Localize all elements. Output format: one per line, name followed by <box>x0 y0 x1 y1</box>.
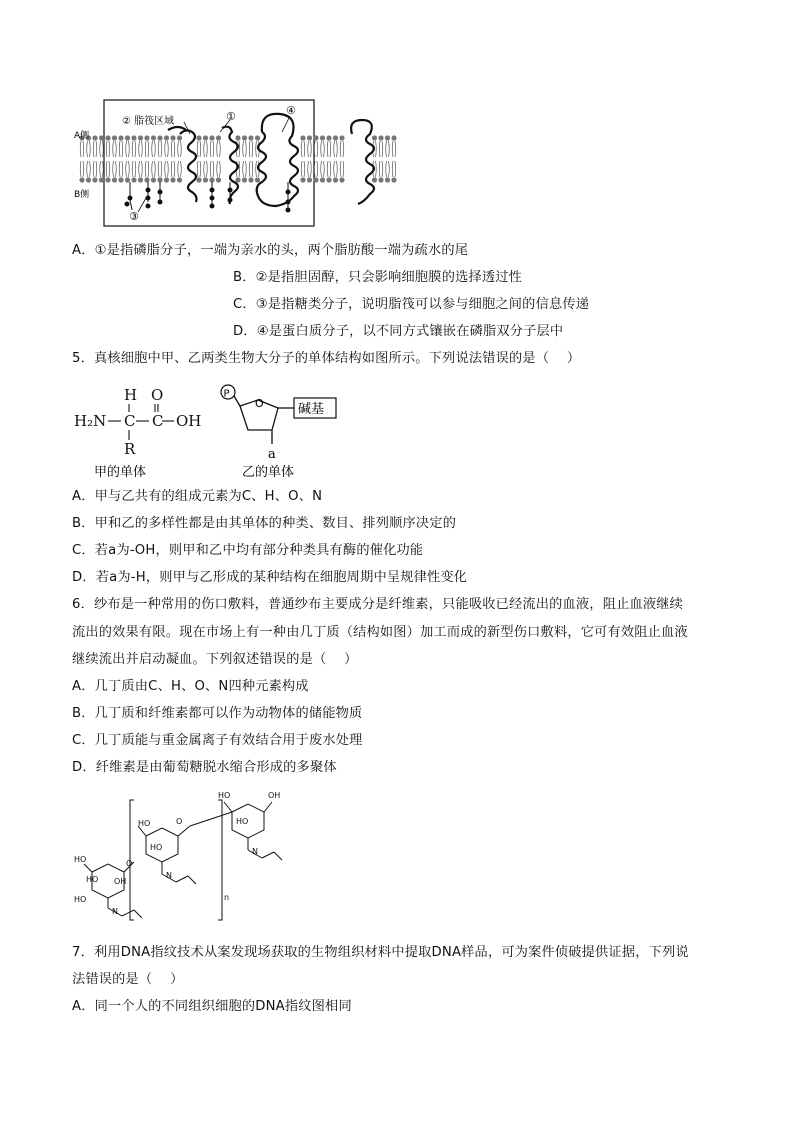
lipid-tail-lower <box>178 161 182 177</box>
transmembrane-protein-outer <box>351 120 374 204</box>
n-mid: N <box>166 871 172 880</box>
lipid-tail-upper <box>327 141 331 157</box>
lipid-head-upper <box>112 135 117 140</box>
lipid-head-lower <box>320 177 325 182</box>
lipid-tail-lower <box>113 161 117 177</box>
lipid-tail-upper <box>314 141 318 157</box>
lipid-tail-lower <box>321 161 325 177</box>
lipid-head-lower <box>203 177 208 182</box>
lipid-tail-lower <box>386 161 390 177</box>
lipid-head-lower <box>118 177 123 182</box>
lipid-tail-upper <box>113 141 117 157</box>
lipid-head-lower <box>164 177 169 182</box>
lipid-tail-upper <box>87 141 91 157</box>
q6-option-c: C．几丁质能与重金属离子有效结合用于废水处理 <box>72 733 363 748</box>
lipid-tail-upper <box>80 141 84 157</box>
lipid-head-upper <box>209 135 214 140</box>
chitin-structure-figure <box>72 786 312 926</box>
lipid-head-upper <box>92 135 97 140</box>
lipid-head-upper <box>333 135 338 140</box>
lipid-head-lower <box>105 177 110 182</box>
lipid-tail-lower <box>308 161 312 177</box>
q5-option-d: D．若a为-H，则甲与乙形成的某种结构在细胞周期中呈规律性变化 <box>72 570 468 585</box>
ho-mid: HO <box>138 819 151 828</box>
side-a-label: A侧 <box>74 131 90 141</box>
lipid-tail-lower <box>392 161 396 177</box>
lipid-tail-lower <box>243 161 247 177</box>
lipid-head-upper <box>326 135 331 140</box>
lipid-head-upper <box>196 135 201 140</box>
lipid-tail-lower <box>301 161 305 177</box>
lipid-head-lower <box>339 177 344 182</box>
lipid-head-upper <box>177 135 182 140</box>
lipid-tail-upper <box>158 141 162 157</box>
lipid-tail-lower <box>158 161 162 177</box>
lipid-tail-lower <box>249 161 253 177</box>
lipid-head-lower <box>307 177 312 182</box>
lipid-head-upper <box>378 135 383 140</box>
lipid-tail-lower <box>197 161 201 177</box>
lipid-head-upper <box>164 135 169 140</box>
aa-oh: OH <box>176 412 202 430</box>
q4-option-b: B．②是指胆固醇，只会影响细胞膜的选择透过性 <box>233 270 523 285</box>
q4-option-c: C．③是指糖类分子，说明脂筏可以参与细胞之间的信息传递 <box>233 297 590 312</box>
lipid-tail-lower <box>119 161 123 177</box>
lipid-head-upper <box>372 135 377 140</box>
lipid-tail-lower <box>210 161 214 177</box>
aa-r: R <box>124 440 136 458</box>
lipid-head-lower <box>378 177 383 182</box>
ho-left-3: HO <box>74 895 87 904</box>
base-label: 碱基 <box>298 402 325 417</box>
q6-stem-line1: 6．纱布是一种常用的伤口敷料，普通纱布主要成分是纤维素，只能吸收已经流出的血液，阻止血液继续 <box>72 597 684 612</box>
aa-o: O <box>151 386 164 404</box>
phosphate-p: P <box>223 388 230 400</box>
lipid-tail-lower <box>340 161 344 177</box>
glycan-chains <box>125 182 290 212</box>
transmembrane-protein-4 <box>257 114 298 206</box>
group-a-label: a <box>268 447 276 462</box>
membrane-figure <box>72 98 402 228</box>
n-right: N <box>252 847 258 856</box>
lipid-head-lower <box>92 177 97 182</box>
q6-stem-line2: 流出的效果有限。现在市场上有一种由几丁质（结构如图）加工而成的新型伤口敷料，它可有效阻止血液 <box>72 625 688 640</box>
lipid-tail-lower <box>171 161 175 177</box>
label-3: ③ <box>129 210 139 223</box>
lipid-tail-lower <box>87 161 91 177</box>
lipid-head-lower <box>157 177 162 182</box>
lipid-head-upper <box>248 135 253 140</box>
lipid-head-lower <box>112 177 117 182</box>
lipid-tail-upper <box>321 141 325 157</box>
n-left: N <box>112 907 118 916</box>
transmembrane-protein-1 <box>180 130 197 202</box>
aa-c-alpha: C <box>124 412 136 430</box>
q6-option-d: D．纤维素是由葡萄糖脱水缩合形成的多聚体 <box>72 760 337 775</box>
lipid-head-lower <box>216 177 221 182</box>
lipid-head-lower <box>385 177 390 182</box>
lipid-head-upper <box>320 135 325 140</box>
lipid-head-lower <box>242 177 247 182</box>
q6-option-b: B．几丁质和纤维素都可以作为动物体的储能物质 <box>72 706 363 721</box>
lipid-tail-lower <box>217 161 221 177</box>
lipid-head-upper <box>125 135 130 140</box>
lipid-head-lower <box>196 177 201 182</box>
lipid-head-lower <box>209 177 214 182</box>
ho-mid-2: HO <box>150 843 163 852</box>
lipid-head-upper <box>255 135 260 140</box>
lipid-tail-lower <box>132 161 136 177</box>
ho-left-2: HO <box>86 875 99 884</box>
aa-c-carboxyl: C <box>152 412 164 430</box>
lipid-head-upper <box>307 135 312 140</box>
lipid-head-upper <box>216 135 221 140</box>
lipid-tail-upper <box>197 141 201 157</box>
lipid-tail-upper <box>93 141 97 157</box>
lipid-head-upper <box>131 135 136 140</box>
lipid-tail-upper <box>178 141 182 157</box>
lipid-head-lower <box>151 177 156 182</box>
q4-option-a: A．①是指磷脂分子，一端为亲水的头，两个脂肪酸一端为疏水的尾 <box>72 243 469 258</box>
phospholipid-bilayer <box>79 135 396 182</box>
lipid-tail-upper <box>243 141 247 157</box>
lipid-tail-lower <box>327 161 331 177</box>
lipid-head-upper <box>170 135 175 140</box>
lipid-tail-upper <box>386 141 390 157</box>
repeat-bracket-right <box>218 800 222 920</box>
q7-stem-line2: 法错误的是（ ） <box>72 972 184 987</box>
monomer-figure <box>72 378 352 484</box>
lipid-head-upper <box>151 135 156 140</box>
lipid-tail-upper <box>392 141 396 157</box>
label-4: ④ <box>286 104 296 117</box>
ring-oxygen: O <box>255 397 264 410</box>
lipid-tail-lower <box>139 161 143 177</box>
lipid-head-upper <box>138 135 143 140</box>
oh-right: OH <box>268 791 281 800</box>
oh-left: OH <box>114 877 127 886</box>
q5-stem: 5．真核细胞中甲、乙两类生物大分子的单体结构如图所示。下列说法错误的是（ ） <box>72 351 581 366</box>
label-1: ① <box>226 110 236 123</box>
lipid-head-lower <box>372 177 377 182</box>
lipid-head-lower <box>326 177 331 182</box>
lipid-head-upper <box>99 135 104 140</box>
raft-region-label: ② 脂筏区域 <box>122 116 175 127</box>
lipid-head-lower <box>235 177 240 182</box>
ho-right-2: HO <box>236 817 249 826</box>
q4-option-d: D．④是蛋白质分子，以不同方式镶嵌在磷脂双分子层中 <box>233 324 564 339</box>
side-b-label: B侧 <box>74 190 90 200</box>
lipid-head-lower <box>300 177 305 182</box>
lipid-tail-upper <box>139 141 143 157</box>
lipid-tail-upper <box>165 141 169 157</box>
q5-option-a: A．甲与乙共有的组成元素为C、H、O、N <box>72 489 323 504</box>
lipid-tail-lower <box>80 161 84 177</box>
aa-h: H <box>124 386 138 404</box>
q6-option-a: A．几丁质由C、H、O、N四种元素构成 <box>72 679 309 694</box>
lipid-head-lower <box>255 177 260 182</box>
lipid-head-upper <box>203 135 208 140</box>
lipid-head-lower <box>170 177 175 182</box>
lipid-head-lower <box>333 177 338 182</box>
lipid-head-lower <box>79 177 84 182</box>
lipid-head-lower <box>177 177 182 182</box>
ho-left: HO <box>74 855 87 864</box>
q5-option-c: C．若a为-OH，则甲和乙中均有部分种类具有酶的催化功能 <box>72 543 424 558</box>
lipid-head-upper <box>144 135 149 140</box>
lipid-tail-lower <box>204 161 208 177</box>
lipid-tail-upper <box>210 141 214 157</box>
lipid-tail-upper <box>308 141 312 157</box>
aa-h2n: H₂N <box>74 412 107 430</box>
lipid-tail-upper <box>249 141 253 157</box>
lipid-head-lower <box>391 177 396 182</box>
lipid-head-upper <box>313 135 318 140</box>
lipid-head-upper <box>105 135 110 140</box>
lipid-head-upper <box>118 135 123 140</box>
lipid-head-upper <box>385 135 390 140</box>
lipid-tail-upper <box>100 141 104 157</box>
lipid-head-lower <box>248 177 253 182</box>
ho-right: HO <box>218 791 231 800</box>
lipid-tail-upper <box>171 141 175 157</box>
lipid-tail-lower <box>379 161 383 177</box>
lipid-tail-lower <box>165 161 169 177</box>
lipid-tail-lower <box>314 161 318 177</box>
q6-stem-line3: 继续流出并启动凝血。下列叙述错误的是（ ） <box>72 652 358 667</box>
yi-caption: 乙的单体 <box>242 465 295 480</box>
q7-stem-line1: 7．利用DNA指纹技术从案发现场获取的生物组织材料中提取DNA样品，可为案件侦破提供证据，下列说 <box>72 945 689 960</box>
lipid-head-upper <box>300 135 305 140</box>
lipid-tail-upper <box>340 141 344 157</box>
lipid-head-lower <box>131 177 136 182</box>
lipid-tail-lower <box>126 161 130 177</box>
lipid-tail-lower <box>93 161 97 177</box>
lipid-head-upper <box>391 135 396 140</box>
lipid-head-lower <box>138 177 143 182</box>
jia-caption: 甲的单体 <box>94 465 147 480</box>
lipid-tail-upper <box>334 141 338 157</box>
o-link-2: O <box>176 817 183 826</box>
lipid-tail-lower <box>334 161 338 177</box>
lipid-tail-lower <box>100 161 104 177</box>
q5-option-b: B．甲和乙的多样性都是由其单体的种类、数目、排列顺序决定的 <box>72 516 457 531</box>
lipid-head-lower <box>313 177 318 182</box>
lipid-tail-upper <box>379 141 383 157</box>
lipid-head-lower <box>86 177 91 182</box>
lipid-tail-upper <box>301 141 305 157</box>
lipid-tail-upper <box>217 141 221 157</box>
lipid-tail-upper <box>106 141 110 157</box>
lipid-tail-upper <box>126 141 130 157</box>
lipid-tail-lower <box>152 161 156 177</box>
repeat-n: n <box>224 893 230 902</box>
lipid-head-lower <box>144 177 149 182</box>
lipid-head-lower <box>99 177 104 182</box>
lipid-tail-upper <box>132 141 136 157</box>
lipid-tail-upper <box>152 141 156 157</box>
lipid-tail-upper <box>119 141 123 157</box>
lipid-head-upper <box>235 135 240 140</box>
lipid-head-lower <box>125 177 130 182</box>
lipid-head-upper <box>242 135 247 140</box>
lipid-tail-lower <box>145 161 149 177</box>
lipid-tail-upper <box>204 141 208 157</box>
lipid-tail-lower <box>106 161 110 177</box>
o-link-1: O <box>126 859 133 868</box>
lipid-head-upper <box>157 135 162 140</box>
lipid-head-upper <box>339 135 344 140</box>
lipid-tail-upper <box>145 141 149 157</box>
q7-option-a: A．同一个人的不同组织细胞的DNA指纹图相同 <box>72 999 352 1014</box>
